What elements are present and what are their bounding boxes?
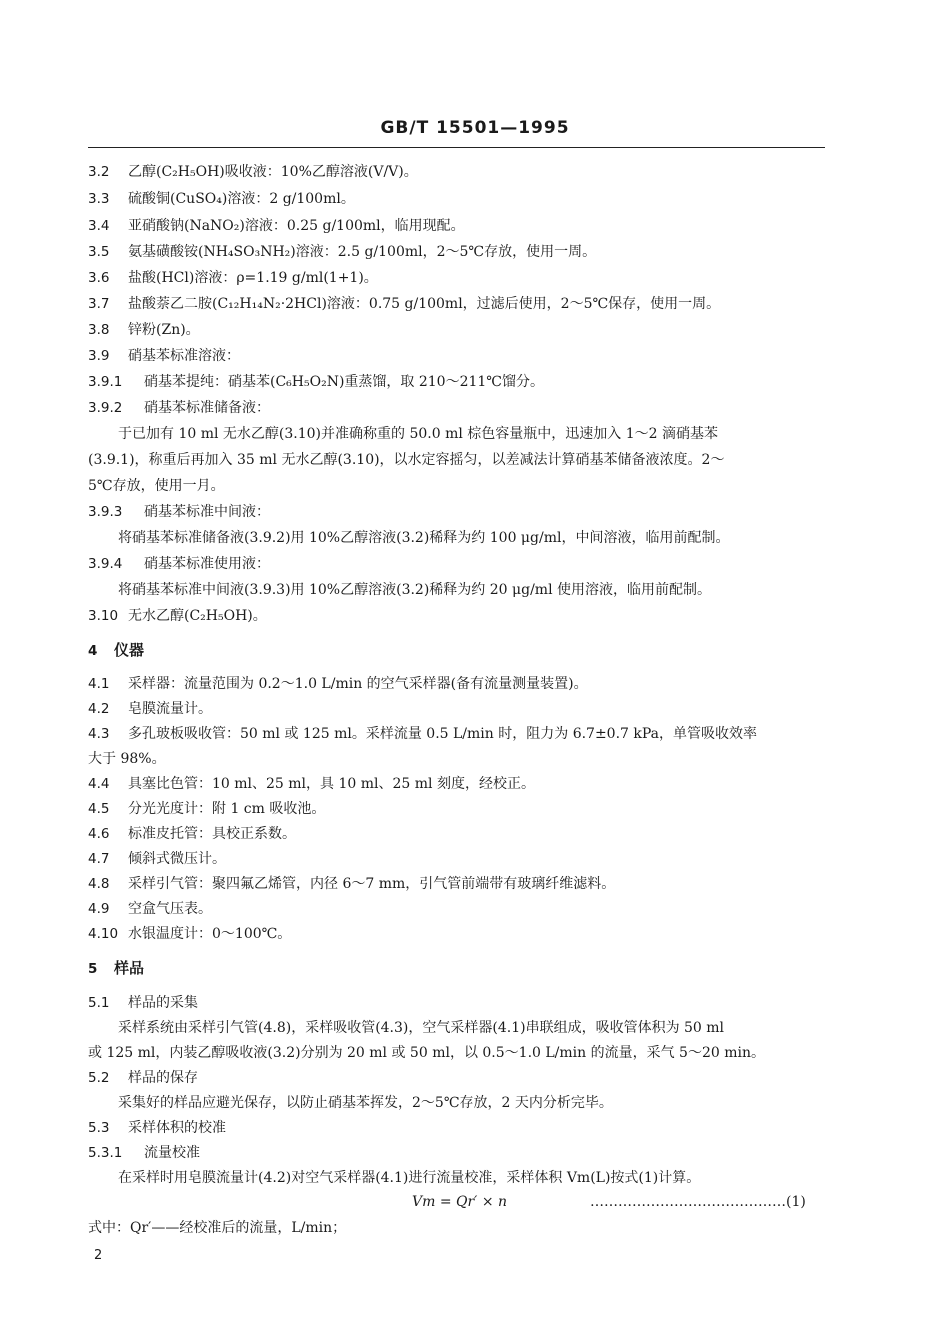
- clause-text: 锌粉(Zn)。: [128, 322, 200, 338]
- clause-number: 4.4: [88, 776, 110, 792]
- clause-text: 无水乙醇(C₂H₅OH)。: [128, 608, 267, 624]
- clause-text: 盐酸萘乙二胺(C₁₂H₁₄N₂·2HCl)溶液：0.75 g/100ml，过滤后使用，2～5℃保存，使用一周。: [128, 296, 721, 312]
- clause-number: 3.10: [88, 608, 119, 624]
- clause-text: 采样引气管：聚四氟乙烯管，内径 6～7 mm，引气管前端带有玻璃纤维滤料。: [128, 876, 616, 892]
- paragraph-line: 将硝基苯标准中间液(3.9.3)用 10%乙醇溶液(3.2)稀释为约 20 μg/ml 使用溶液，临用前配制。: [118, 582, 711, 598]
- clause-text: 硝基苯标准溶液：: [128, 348, 240, 364]
- page-number: 2: [94, 1248, 103, 1263]
- clause-text: 硫酸铜(CuSO₄)溶液：2 g/100ml。: [128, 191, 355, 207]
- paragraph-line: 或 125 ml，内装乙醇吸收液(3.2)分别为 20 ml 或 50 ml，以 0.5～1.0 L/min 的流量，采气 5～20 min。: [88, 1045, 766, 1061]
- clause-text: 采样体积的校准: [128, 1120, 226, 1136]
- clause-text: 硝基苯提纯：硝基苯(C₆H₅O₂N)重蒸馏，取 210～211℃馏分。: [144, 374, 544, 390]
- header-rule: [88, 147, 825, 148]
- section-number: 5: [88, 961, 98, 977]
- paragraph-line: 将硝基苯标准储备液(3.9.2)用 10%乙醇溶液(3.2)稀释为约 100 μg/ml，中间溶液，临用前配制。: [118, 530, 730, 546]
- clause-number: 4.5: [88, 801, 110, 817]
- clause-5-1: [88, 991, 832, 1015]
- clause-number: 3.9.2: [88, 400, 123, 416]
- clause-number: 4.3: [88, 726, 110, 742]
- clause-number: 4.2: [88, 701, 110, 717]
- clause-number: 3.9.4: [88, 556, 123, 572]
- clause-number: 4.8: [88, 876, 110, 892]
- paragraph-line: (3.9.1)，称重后再加入 35 ml 无水乙醇(3.10)，以水定容摇匀，以差减法计算硝基苯储备液浓度。2～: [88, 452, 725, 468]
- standard-number-header: GB/T 15501—1995: [380, 118, 570, 138]
- clause-text: 多孔玻板吸收管：50 ml 或 125 ml。采样流量 0.5 L/min 时，阻力为 6.7±0.7 kPa，单管吸收效率: [128, 726, 758, 742]
- clause-text: 采样器：流量范围为 0.2～1.0 L/min 的空气采样器(备有流量测量装置)。: [128, 676, 588, 692]
- paragraph-line: 采样系统由采样引气管(4.8)，采样吸收管(4.3)，空气采样器(4.1)串联组成，吸收管体积为 50 ml: [118, 1020, 725, 1036]
- clause-text: 流量校准: [144, 1145, 200, 1161]
- clause-text: 硝基苯标准储备液：: [144, 400, 270, 416]
- clause-text: 硝基苯标准中间液：: [144, 504, 270, 520]
- clause-number: 5.2: [88, 1070, 110, 1086]
- section-title: 样品: [114, 959, 145, 977]
- clause-3-5: [88, 240, 832, 264]
- clause-number: 3.2: [88, 164, 110, 180]
- clause-3-10: [88, 604, 832, 628]
- clause-number: 5.3: [88, 1120, 110, 1136]
- paragraph-line: 5℃存放，使用一月。: [88, 478, 225, 494]
- clause-number: 3.5: [88, 244, 110, 260]
- clause-number: 4.1: [88, 676, 110, 692]
- clause-text: 样品的保存: [128, 1070, 198, 1086]
- section-number: 4: [88, 643, 98, 659]
- clause-3-4: [88, 214, 832, 238]
- clause-number: 3.8: [88, 322, 110, 338]
- clause-4-8: [88, 872, 832, 896]
- clause-4-6: [88, 822, 832, 846]
- clause-text: 亚硝酸钠(NaNO₂)溶液：0.25 g/100ml，临用现配。: [128, 218, 465, 234]
- clause-text: 倾斜式微压计。: [128, 851, 226, 867]
- clause-text: 盐酸(HCl)溶液：ρ=1.19 g/ml(1+1)。: [128, 270, 378, 286]
- clause-number: 5.1: [88, 995, 110, 1011]
- clause-4-2: [88, 697, 832, 721]
- clause-3-6: [88, 266, 832, 290]
- clause-number: 3.4: [88, 218, 110, 234]
- clause-3-9: [88, 344, 832, 368]
- clause-4-10: [88, 922, 832, 946]
- clause-number: 4.10: [88, 926, 119, 942]
- clause-number: 4.9: [88, 901, 110, 917]
- equation-formula: Vm = Qr′ × n: [412, 1194, 508, 1210]
- clause-text: 皂膜流量计。: [128, 701, 212, 717]
- clause-3-7: [88, 292, 832, 316]
- clause-5-2: [88, 1066, 832, 1090]
- clause-4-1: [88, 672, 832, 696]
- clause-text: 乙醇(C₂H₅OH)吸收液：10%乙醇溶液(V/V)。: [128, 164, 418, 180]
- clause-number: 3.6: [88, 270, 110, 286]
- clause-4-3: [88, 722, 832, 746]
- clause-4-5: [88, 797, 832, 821]
- clause-3-9-3: [88, 500, 832, 524]
- section-heading-5: [88, 956, 832, 980]
- clause-text: 氨基磺酸铵(NH₄SO₃NH₂)溶液：2.5 g/100ml，2～5℃存放，使用一周。: [128, 244, 597, 260]
- clause-number: 3.9.3: [88, 504, 123, 520]
- clause-3-8: [88, 318, 832, 342]
- clause-number: 3.3: [88, 191, 110, 207]
- clause-number: 3.9.1: [88, 374, 123, 390]
- clause-text: 具塞比色管：10 ml、25 ml，具 10 ml、25 ml 刻度，经校正。: [128, 776, 535, 792]
- equation-number: ……………………………………(1): [590, 1194, 806, 1210]
- clause-text: 硝基苯标准使用液：: [144, 556, 270, 572]
- paragraph-line: 在采样时用皂膜流量计(4.2)对空气采样器(4.1)进行流量校准，采样体积 Vm(L)按式(1)计算。: [118, 1170, 701, 1186]
- clause-number: 3.9: [88, 348, 110, 364]
- clause-text: 分光光度计：附 1 cm 吸收池。: [128, 801, 326, 817]
- paragraph-line: 于已加有 10 ml 无水乙醇(3.10)并准确称重的 50.0 ml 棕色容量瓶中，迅速加入 1～2 滴硝基苯: [118, 426, 719, 442]
- clause-3-9-1: [88, 370, 832, 394]
- clause-text: 标准皮托管：具校正系数。: [128, 826, 296, 842]
- clause-text: 水银温度计：0～100℃。: [128, 926, 292, 942]
- clause-3-9-2: [88, 396, 832, 420]
- clause-text: 样品的采集: [128, 995, 198, 1011]
- clause-5-3-1: [88, 1141, 832, 1165]
- clause-3-2: [88, 160, 832, 184]
- clause-3-9-4: [88, 552, 832, 576]
- clause-number: 5.3.1: [88, 1145, 123, 1161]
- clause-number: 3.7: [88, 296, 110, 312]
- clause-text: 空盒气压表。: [128, 901, 212, 917]
- clause-4-4: [88, 772, 832, 796]
- symbol-definition: 式中：Qr′——经校准后的流量，L/min；: [88, 1220, 347, 1236]
- section-title: 仪器: [114, 641, 145, 659]
- paragraph-line: 大于 98%。: [88, 751, 166, 767]
- section-heading-4: [88, 638, 832, 662]
- equation-1: [0, 1190, 830, 1214]
- clause-4-7: [88, 847, 832, 871]
- clause-3-3: [88, 187, 832, 211]
- clause-5-3: [88, 1116, 832, 1140]
- clause-number: 4.7: [88, 851, 110, 867]
- clause-number: 4.6: [88, 826, 110, 842]
- clause-4-9: [88, 897, 832, 921]
- paragraph-line: 采集好的样品应避光保存，以防止硝基苯挥发，2～5℃存放，2 天内分析完毕。: [118, 1095, 613, 1111]
